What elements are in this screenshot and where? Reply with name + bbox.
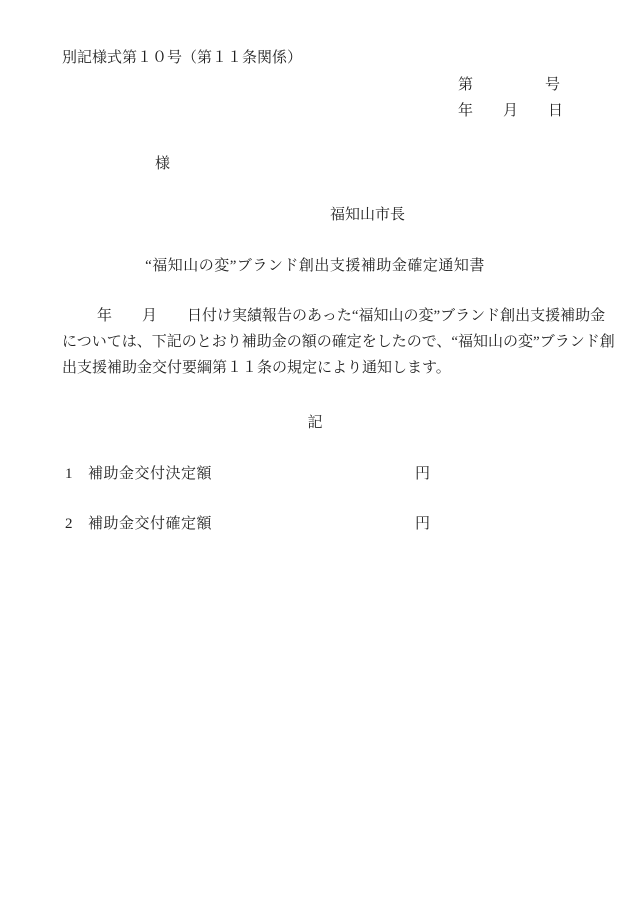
sender-name: 福知山市長: [330, 207, 406, 223]
item-label: 補助金交付決定額: [88, 466, 213, 482]
doc-number-line: [458, 76, 560, 94]
body-line: 出支援補助金交付要綱第１１条の規定により通知します。: [62, 360, 451, 376]
addressee-honorific: 様: [155, 156, 171, 172]
body-line: については、下記のとおり補助金の額の確定をしたので、“福知山の変”ブランド創: [62, 334, 615, 350]
date-month-label: 月: [502, 103, 518, 119]
date-line: [458, 102, 563, 120]
form-number-line: 別記様式第１０号（第１１条関係）: [62, 50, 303, 66]
date-day-label: 日: [547, 103, 563, 119]
item-label: 補助金交付確定額: [88, 516, 213, 532]
body-line: 年 月 日付け実績報告のあった“福知山の変”ブランド創出支援補助金: [97, 308, 606, 324]
item-row-decided-amount: [65, 465, 465, 485]
doc-number-prefix: 第: [458, 77, 474, 93]
item-row-confirmed-amount: [65, 515, 465, 535]
item-unit-yen: 円: [415, 466, 431, 482]
body-paragraph: [62, 303, 615, 381]
item-number: 1: [65, 466, 73, 482]
item-unit-yen: 円: [415, 516, 431, 532]
notice-marker: 記: [307, 415, 323, 431]
date-year-label: 年: [458, 103, 474, 119]
item-number: 2: [65, 516, 73, 532]
document-title: “福知山の変”ブランド創出支援補助金確定通知書: [145, 258, 485, 274]
doc-number-suffix: 号: [544, 77, 560, 93]
